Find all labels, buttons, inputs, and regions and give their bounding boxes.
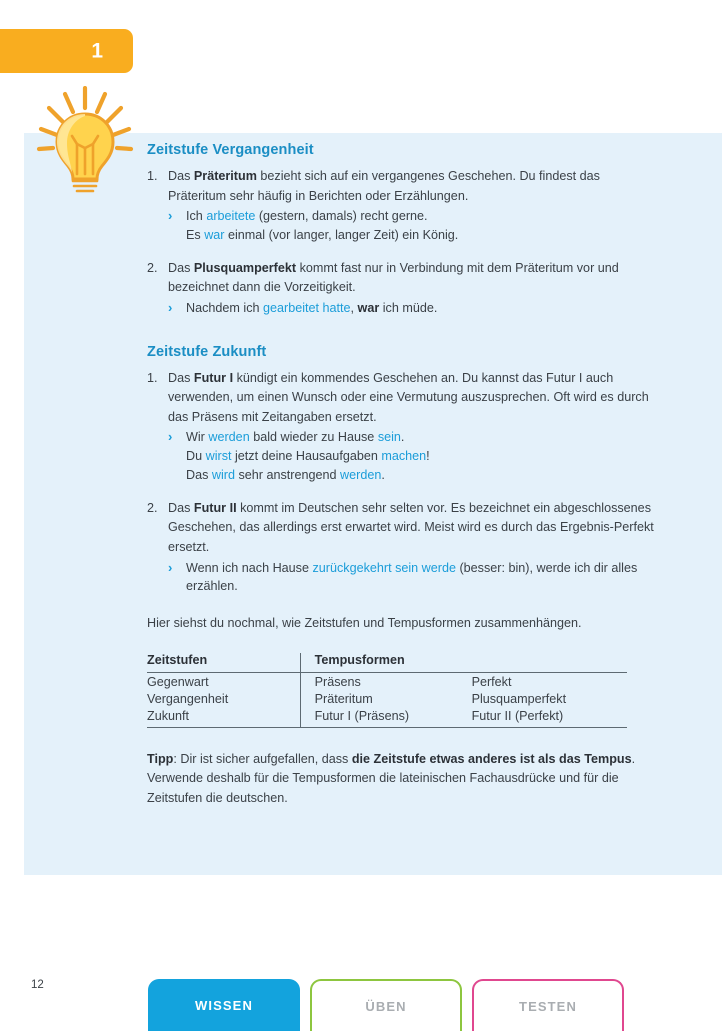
table-cell-zeitstufe: Gegenwart	[147, 674, 209, 689]
example-highlight-1: zurückgekehrt sein werde	[312, 560, 456, 575]
rule-item	[147, 167, 657, 245]
rule-text-2: kündigt ein kommendes Geschehen an. Du kannst das Futur I auch verwenden, um einen Wunsch oder eine Vermutung auszusprechen. Oft wird es durch das Präsens mit Zeitangaben ersetzt.	[168, 370, 649, 424]
table-header-empty	[472, 653, 627, 673]
tip-text	[147, 750, 657, 809]
rule-text	[168, 369, 657, 428]
example-text-0: Wenn ich nach Hause	[186, 560, 313, 575]
example-text-0: Du	[186, 449, 206, 464]
table-cell-zeitstufe: Zukunft	[147, 707, 300, 728]
chevron-right-icon: ›	[168, 208, 173, 224]
example-text-4: ich müde.	[379, 300, 438, 315]
example-text-0: Ich	[186, 209, 207, 224]
chevron-right-icon: ›	[168, 429, 173, 445]
rule-number: 2.	[147, 260, 158, 275]
tip-text-3: . Verwende deshalb für die Tempusformen die lateinischen Fachausdrücke und für die Zeitstufen die deutschen.	[147, 751, 636, 805]
rule-bold-1: Präteritum	[193, 169, 257, 183]
example-text-4: !	[426, 449, 430, 464]
example-highlight-1: wirst	[205, 449, 232, 464]
rule-text-0: Das	[168, 370, 194, 385]
example-text-2: einmal (vor langer, langer Zeit) ein König.	[224, 227, 459, 242]
example-list	[168, 428, 657, 485]
rule-text-2: kommt fast nur in Verbindung mit dem Präteritum vor und bezeichnet dann die Vorzeitigkeit.	[168, 260, 619, 295]
example-text-4: .	[400, 430, 405, 445]
chapter-tab	[0, 29, 133, 73]
content-body	[147, 142, 657, 808]
section-tabs	[148, 979, 624, 1031]
page-number: 12	[31, 979, 44, 991]
rule-text-0: Das	[168, 169, 194, 183]
example-text-2: sehr anstrengend	[235, 468, 341, 483]
table-header-row	[147, 653, 627, 673]
rule-text	[168, 259, 657, 298]
example-text-0: Das	[186, 468, 212, 483]
example-text-2: (besser: bin), werde ich dir alles erzählen.	[186, 560, 638, 594]
example-highlight-1: arbeitete	[206, 209, 256, 224]
table-body	[147, 672, 627, 727]
table-cell-zeitstufe: Vergangenheit	[147, 691, 229, 706]
rule-text-0: Das	[168, 260, 194, 275]
section-heading-vergangenheit: Zeitstufe Vergangenheit	[147, 142, 314, 158]
table-header-tempusformen: Tempusformen	[300, 653, 471, 673]
example-text-4: .	[381, 468, 385, 483]
content-panel	[24, 133, 722, 875]
tab-testen[interactable]	[472, 979, 624, 1031]
rule-number: 1.	[147, 370, 158, 385]
rule-text-2: bezieht sich auf ein vergangenes Geschehen. Du findest das Präteritum sehr häufig in Berichten oder Erzählungen.	[168, 169, 600, 203]
rule-number: 1.	[147, 169, 158, 183]
zeitstufen-tempusformen-table	[147, 653, 627, 728]
chevron-right-icon: ›	[168, 559, 173, 575]
example-bold-3: war	[357, 300, 380, 315]
example-text-2: jetzt deine Hausaufgaben	[231, 449, 382, 464]
lightbulb-icon	[36, 86, 134, 194]
rule-item	[147, 499, 657, 596]
rules-list-zukunft	[147, 369, 657, 597]
tab-testen-label: TESTEN	[519, 998, 577, 1014]
example-text-0: Es	[186, 227, 205, 242]
tab-wissen[interactable]	[148, 979, 300, 1031]
tab-wissen-label: WISSEN	[195, 997, 253, 1013]
tab-ueben-label: ÜBEN	[365, 998, 407, 1014]
example-line	[168, 299, 657, 318]
example-text-0: Nachdem ich	[186, 300, 263, 315]
tip-bold-2: die Zeitstufe etwas anderes ist als das Tempus	[351, 751, 632, 766]
table-cell-tempus-1: Präsens	[300, 672, 471, 690]
example-highlight-1: war	[204, 227, 225, 242]
rule-text	[168, 167, 657, 206]
example-line	[168, 428, 657, 447]
example-highlight-3: werden	[340, 468, 382, 483]
chevron-right-icon: ›	[168, 299, 173, 315]
rule-number: 2.	[147, 500, 158, 515]
tip-text-1: : Dir ist sicher aufgefallen, dass	[173, 751, 352, 766]
example-highlight-1: werden	[208, 430, 250, 445]
example-list	[168, 559, 657, 597]
rule-item	[147, 369, 657, 485]
table-intro-text: Hier siehst du nochmal, wie Zeitstufen und Tempusformen zusammenhängen.	[147, 616, 582, 631]
table-row	[147, 690, 627, 707]
tip-bold-0: Tipp	[147, 751, 174, 766]
table-row	[147, 707, 627, 728]
example-list	[168, 299, 657, 318]
chapter-number: 1	[91, 39, 103, 63]
table-row	[147, 672, 627, 690]
rule-text	[168, 499, 657, 558]
example-highlight-3: sein	[377, 430, 401, 445]
rule-item	[147, 259, 657, 318]
table-header-zeitstufen: Zeitstufen	[147, 653, 300, 673]
example-text-2: bald wieder zu Hause	[249, 430, 378, 445]
table-cell-tempus-2: Futur II (Perfekt)	[472, 707, 627, 728]
table-cell-tempus-2: Plusquamperfekt	[471, 691, 567, 706]
example-text-2: (gestern, damals) recht gerne.	[255, 209, 428, 224]
table-cell-tempus-2: Perfekt	[471, 674, 512, 689]
example-line	[168, 466, 657, 485]
example-text-0: Wir	[186, 430, 209, 445]
rule-bold-1: Futur II	[193, 500, 237, 515]
rule-bold-1: Plusquamperfekt	[193, 260, 297, 275]
section-heading-zukunft: Zeitstufe Zukunft	[147, 343, 267, 360]
example-line	[168, 447, 657, 466]
rule-bold-1: Futur I	[193, 370, 234, 385]
example-line	[168, 559, 657, 597]
example-text-2: ,	[350, 300, 358, 315]
tab-ueben[interactable]	[310, 979, 462, 1031]
example-line	[168, 226, 657, 245]
example-list	[168, 207, 657, 245]
example-highlight-1: wird	[211, 468, 235, 483]
table-cell-tempus-1: Präteritum	[300, 690, 471, 707]
rule-text-2: kommt im Deutschen sehr selten vor. Es bezeichnet ein abgeschlossenes Geschehen, das allerdings erst erwartet wird. Meist wird es durch das Ergebnis-Perfekt ersetzt.	[168, 500, 654, 554]
rule-text-0: Das	[168, 500, 194, 515]
example-highlight-3: machen	[381, 449, 427, 464]
example-highlight-1: gearbeitet hatte	[263, 300, 351, 315]
table-cell-tempus-1: Futur I (Präsens)	[300, 707, 471, 728]
rules-list-vergangenheit	[147, 167, 657, 318]
example-line	[168, 207, 657, 226]
